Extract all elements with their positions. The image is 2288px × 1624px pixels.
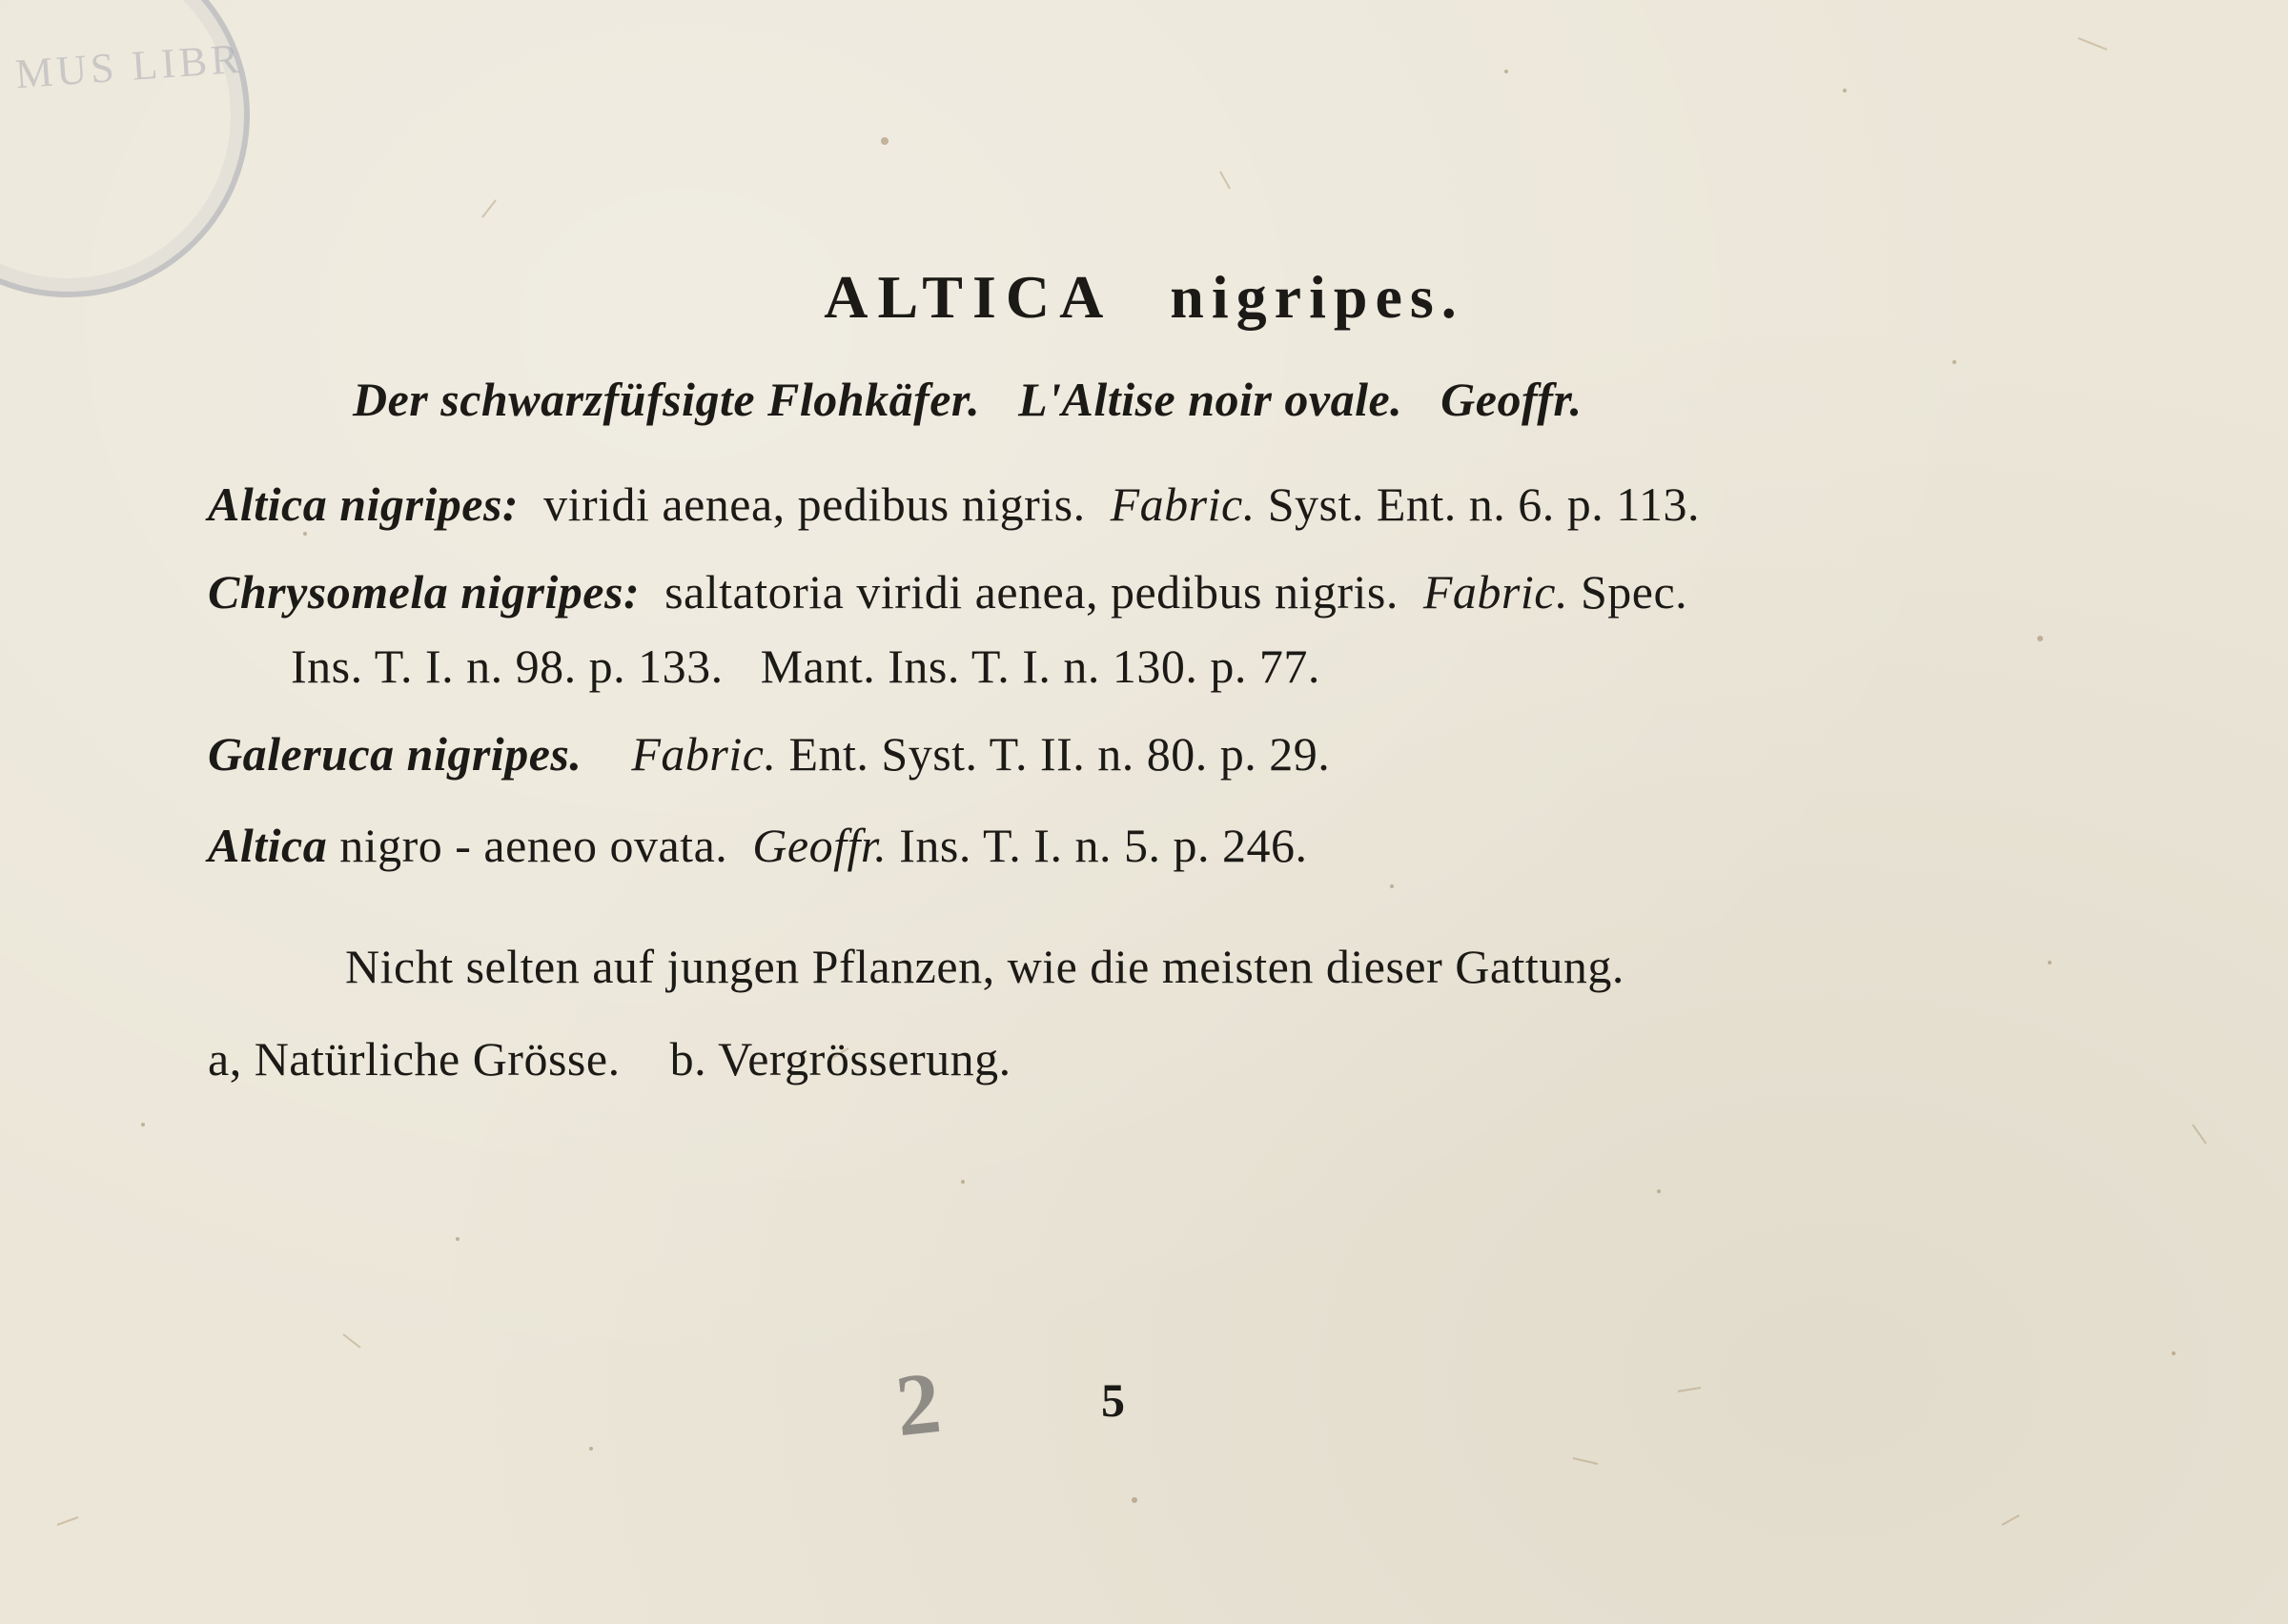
synonym-author: Fabric. xyxy=(1110,477,1256,531)
synonym-entry xyxy=(208,818,1307,873)
species-epithet: nigripes. xyxy=(1170,263,1464,331)
german-common-name: Der schwarzfüfsigte Flohkäfer. xyxy=(353,373,981,426)
synonym-reference: Syst. Ent. n. 6. p. 113. xyxy=(1267,477,1700,531)
stamp-text: MUS LIBR xyxy=(13,34,244,98)
species-title xyxy=(0,262,2288,333)
synonym-diagnosis: saltatoria viridi aenea, pedibus nigris. xyxy=(664,565,1399,619)
pencil-annotation: 2 xyxy=(890,1352,946,1455)
genus-name: ALTICA xyxy=(824,263,1113,331)
habitat-note: Nicht selten auf jungen Pflanzen, wie die meisten dieser Gattung. xyxy=(345,940,1624,993)
french-name-author: Geoffr. xyxy=(1440,373,1583,426)
synonym-reference: Spec. xyxy=(1580,565,1688,619)
synonym-continuation: Ins. T. I. n. 98. p. 133. Mant. Ins. T. I. n. 130. p. 77. xyxy=(291,639,1320,693)
common-names-line xyxy=(353,372,1621,427)
synonym-entry xyxy=(208,564,1687,619)
page-number: 5 xyxy=(1101,1373,1125,1427)
synonym-entry xyxy=(208,726,1330,782)
synonym-entry xyxy=(208,477,1700,532)
synonym-name: Galeruca nigripes. xyxy=(208,727,582,781)
legend-natural-size: a, Natürliche Grösse. xyxy=(208,1032,621,1086)
synonym-author: Fabric. xyxy=(631,727,777,781)
synonym-reference: Ins. T. I. n. 5. p. 246. xyxy=(899,819,1308,872)
synonym-name: Chrysomela nigripes: xyxy=(208,565,641,619)
synonym-diagnosis: viridi aenea, pedibus nigris. xyxy=(543,477,1086,531)
legend-magnification: b. Vergrösserung. xyxy=(669,1032,1011,1086)
synonym-name: Altica xyxy=(208,819,328,872)
figure-legend xyxy=(208,1031,1011,1086)
synonym-reference: Ent. Syst. T. II. n. 80. p. 29. xyxy=(788,727,1331,781)
synonym-author: Geoffr. xyxy=(752,819,888,872)
french-common-name: L'Altise noir ovale. xyxy=(1018,373,1403,426)
synonym-author: Fabric. xyxy=(1422,565,1568,619)
synonym-diagnosis: nigro - aeneo ovata. xyxy=(339,819,728,872)
synonym-name: Altica nigripes: xyxy=(208,477,520,531)
